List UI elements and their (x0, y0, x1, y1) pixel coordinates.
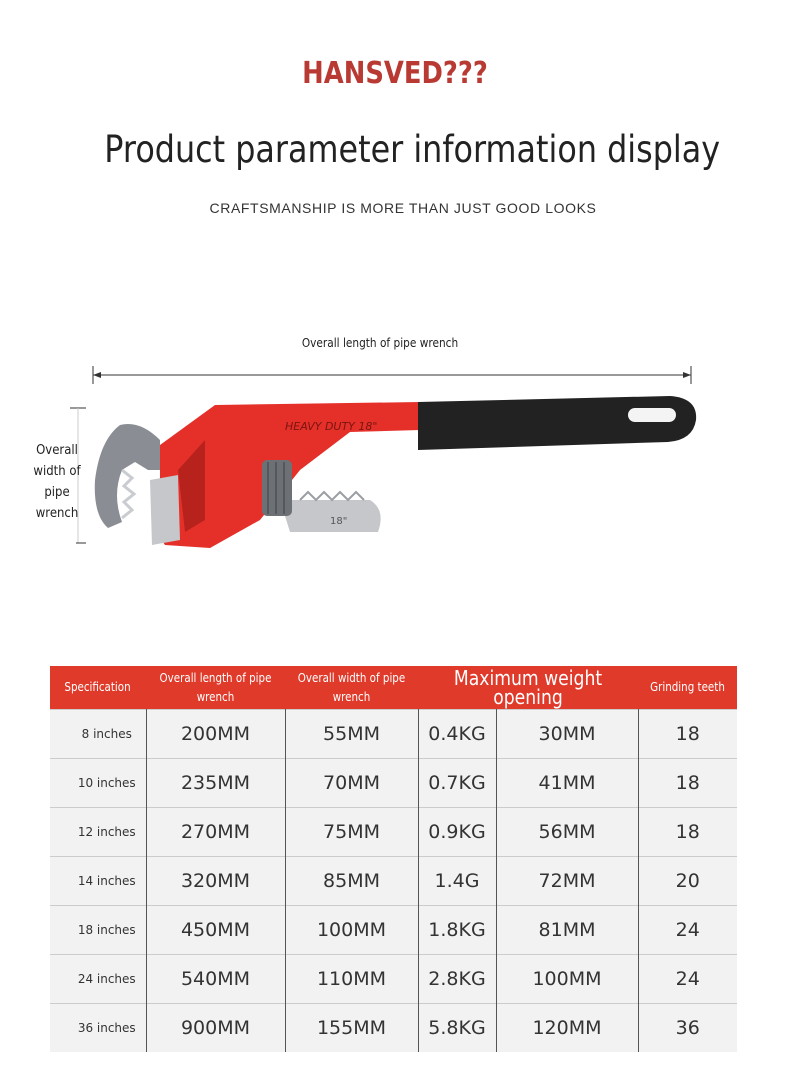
cell-specification: 10 inches (50, 759, 146, 808)
length-label: Overall length of pipe wrench (301, 336, 459, 350)
cell-weight: 5.8KG (418, 1004, 496, 1053)
cell-opening: 30MM (496, 710, 638, 759)
cell-weight: 2.8KG (418, 955, 496, 1004)
tagline: CRAFTSMANSHIP IS MORE THAN JUST GOOD LOOKS (209, 200, 597, 216)
cell-opening: 56MM (496, 808, 638, 857)
cell-width: 70MM (285, 759, 418, 808)
cell-teeth: 36 (638, 1004, 737, 1053)
table-row (50, 1004, 737, 1053)
cell-weight: 0.9KG (418, 808, 496, 857)
cell-specification: 12 inches (50, 808, 146, 857)
cell-width: 110MM (285, 955, 418, 1004)
cell-teeth: 24 (638, 955, 737, 1004)
cell-opening: 120MM (496, 1004, 638, 1053)
cell-width: 55MM (285, 710, 418, 759)
table-row (50, 759, 737, 808)
cell-opening: 81MM (496, 906, 638, 955)
cell-specification: 18 inches (50, 906, 146, 955)
brand-logo: HANSVED??? (302, 56, 488, 91)
handle-engraving: HEAVY DUTY 18" (285, 420, 378, 433)
cell-weight: 0.4KG (418, 710, 496, 759)
jaw-engraving: 18" (330, 516, 348, 527)
cell-weight: 1.4G (418, 857, 496, 906)
cell-specification: 36 inches (50, 1004, 146, 1053)
cell-length: 270MM (146, 808, 285, 857)
adjusting-nut (262, 460, 292, 516)
cell-specification: 24 inches (50, 955, 146, 1004)
cell-opening: 100MM (496, 955, 638, 1004)
table-header-row (50, 666, 737, 710)
header-grinding-teeth: Grinding teeth (638, 666, 737, 710)
table-row (50, 906, 737, 955)
cell-width: 85MM (285, 857, 418, 906)
table-row (50, 955, 737, 1004)
cell-length: 450MM (146, 906, 285, 955)
width-label: Overall width of pipe wrench (33, 443, 81, 521)
cell-teeth: 24 (638, 906, 737, 955)
cell-width: 155MM (285, 1004, 418, 1053)
cell-teeth: 20 (638, 857, 737, 906)
header-overall-width: Overall width of pipe wrench (285, 666, 418, 710)
cell-length: 235MM (146, 759, 285, 808)
cell-teeth: 18 (638, 710, 737, 759)
page-title: Product parameter information display (104, 128, 721, 171)
cell-teeth: 18 (638, 759, 737, 808)
table-row (50, 808, 737, 857)
cell-weight: 0.7KG (418, 759, 496, 808)
table-row (50, 857, 737, 906)
hook-jaw (95, 424, 160, 528)
handle-grip (418, 396, 696, 450)
cell-opening: 41MM (496, 759, 638, 808)
cell-opening: 72MM (496, 857, 638, 906)
length-dimension-line (93, 366, 691, 384)
cell-weight: 1.8KG (418, 906, 496, 955)
spec-table (50, 666, 737, 1052)
header-specification: Specification (50, 666, 146, 710)
cell-length: 320MM (146, 857, 285, 906)
cell-width: 75MM (285, 808, 418, 857)
cell-length: 200MM (146, 710, 285, 759)
cell-teeth: 18 (638, 808, 737, 857)
cell-length: 540MM (146, 955, 285, 1004)
cell-specification: 14 inches (50, 857, 146, 906)
header-max-weight-opening: Maximum weight opening (418, 666, 638, 710)
header-overall-length: Overall length of pipe wrench (146, 666, 285, 710)
table-row (50, 710, 737, 759)
cell-specification: 8 inches (50, 710, 146, 759)
cell-width: 100MM (285, 906, 418, 955)
cell-length: 900MM (146, 1004, 285, 1053)
